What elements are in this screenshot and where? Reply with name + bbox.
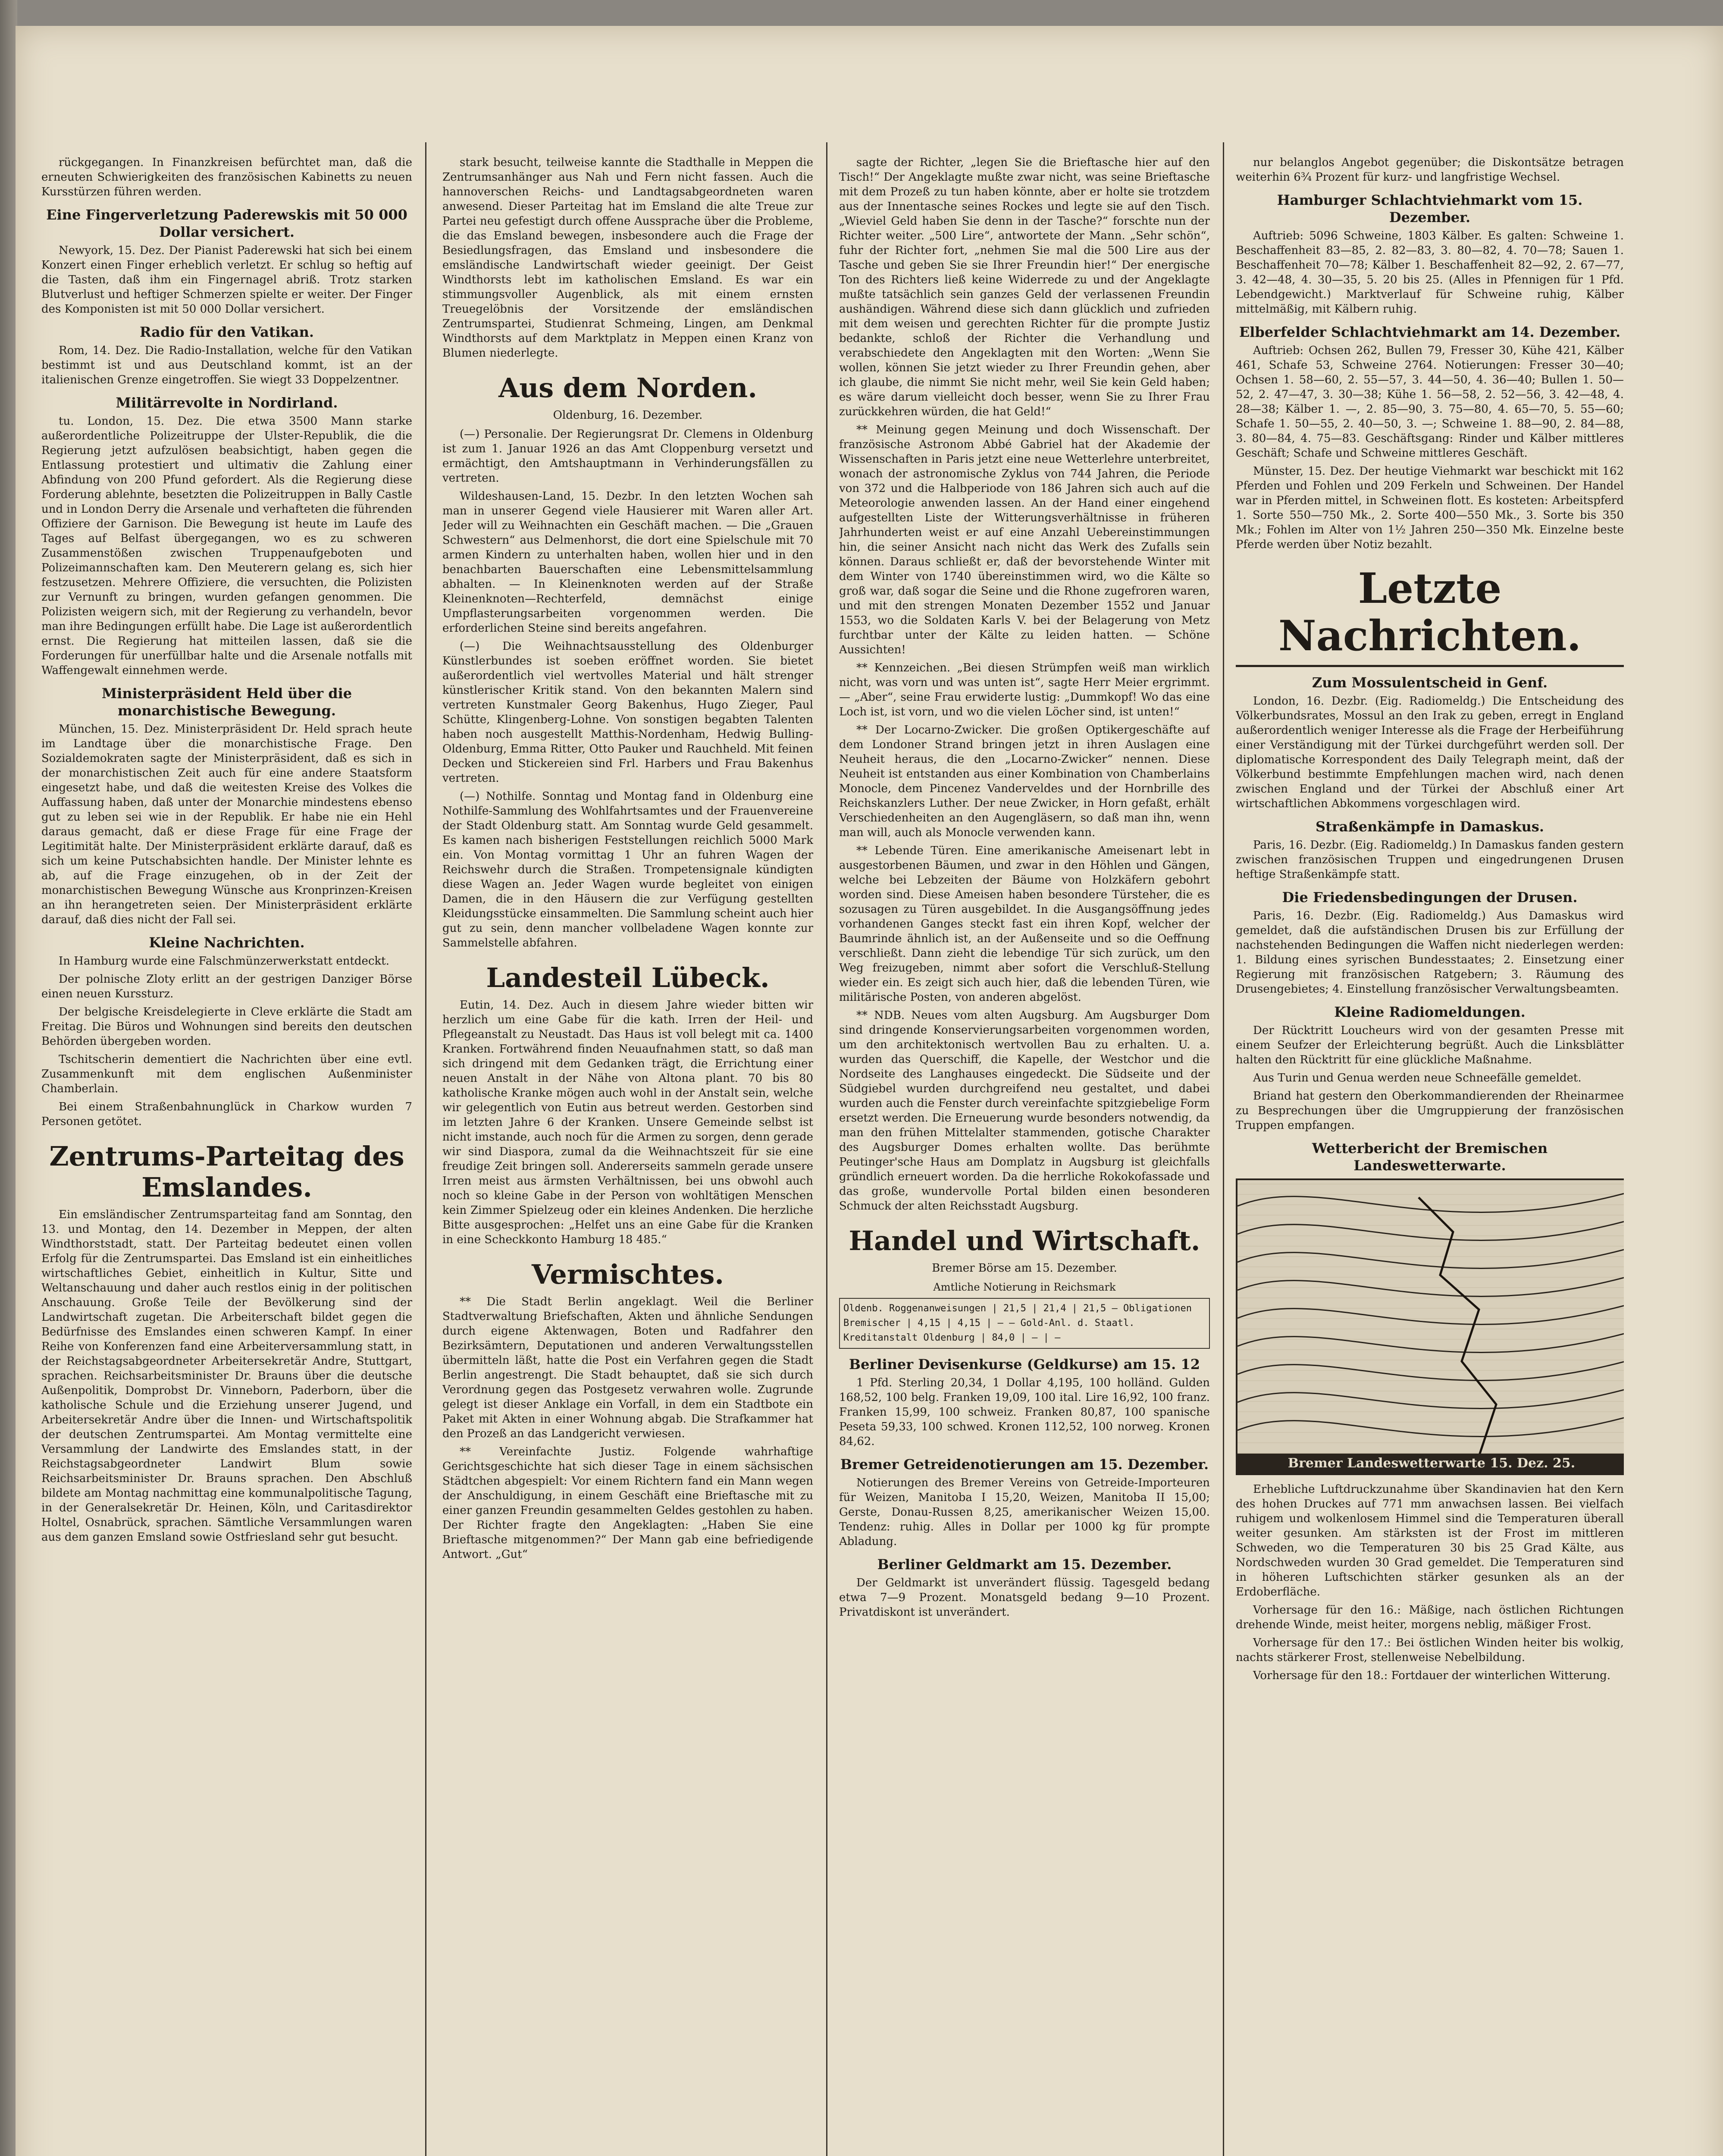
article-paragraph: Aus Turin und Genua werden neue Schneefälle gemeldet. [1253, 1072, 1582, 1084]
article-paragraph: (—) Die Weihnachtsausstellung des Oldenburger Künstlerbundes ist soeben eröffnet worden. Sie bietet außerordentlich viel wertvolles Material und hält strenger künstlerischer Kritik stand. Von den bekannten Malern sind vertreten Kunstmaler Georg Bakenhus, Hugo Zieger, Paul Schütte, Klingenberg-Lohne. Von sonstigen begabten Talenten haben noch ausgestellt Matthis-Nordenham, Hedwig Bulling-Oldenburg, Emma Ritter, Otto Pauker und Rauchheld. Mit feinen Decken und Stickereien sind Frl. Harbers und Frau Bakenhus vertreten. [442, 640, 813, 785]
article-paragraph: Tschitscherin dementiert die Nachrichten über eine evtl. Zusammenkunft mit dem englischen Außenminister Chamberlain. [41, 1053, 412, 1095]
isobar-lines [1237, 1180, 1624, 1473]
isobar [1237, 1361, 1624, 1380]
section-heading: Landesteil Lübeck. [486, 962, 770, 993]
dateline: Bremer Börse am 15. Dezember. [932, 1262, 1117, 1275]
article-paragraph: ** Vereinfachte Justiz. Folgende wahrhaftige Gerichtsgeschichte hat sich dieser Tage in einem sächsischen Städtchen abgespielt: Vor einem Richtern fand ein Mann wegen der Anschuldigung, in einem Geschäft eine Brieftasche mit zu einer ganzen Freundin gesammelten Geldes gestohlen zu haben. Der Richter fragte den Angeklagten: „Haben Sie eine Brieftasche mitgenommen?“ Der Mann gab eine befriedigende Antwort. „Gut“ [442, 1445, 813, 1561]
article-heading: Ministerpräsident Held über die monarchistische Bewegung. [101, 685, 352, 719]
article-paragraph: Eutin, 14. Dez. Auch in diesem Jahre wieder bitten wir herzlich um eine Gabe für die kath. Irren der Heil- und Pflegeanstalt zu Neustadt. Das Haus ist voll belegt mit ca. 1400 Kranken. Fortwährend finden Neuaufnahmen statt, so daß man sich dringend mit dem Gedanken trägt, die Errichtung einer neuen Anstalt in der Nähe von Altona plant. 70 bis 80 katholische Kranke mögen auch wohl in der Anstalt sein, welche wir gelegentlich von Eutin aus betreut werden. Gestorben sind im letzten Jahre 6 der Kranken. Unsere Gemeinde selbst ist nicht imstande, auch noch für die Armen zu sorgen, denn gerade wir sind Diaspora, zumal da die Weihnachtszeit für sie eine freudige Zeit bringen soll. Andererseits sammeln gerade unsere Irren meist aus ärmsten Verhältnissen, bei uns obwohl auch noch so kleine Gabe in der Person von wohltätigen Menschen kein Zimmer Spielzeug oder ein kleines Andenken. Die herzliche Bitte ausgesprochen: „Helfet uns an eine Gabe für die Kranken in eine Scheckkonto Hamburg 18 485.“ [442, 999, 813, 1246]
column-rule [826, 142, 827, 2156]
article-paragraph: stark besucht, teilweise kannte die Stadthalle in Meppen die Zentrumsanhänger aus Nah und Fern nicht fassen. Auch die hannoverschen Reichs- und Landtagsabgeordneten waren anwesend. Dieser Parteitag hat im Emsland die alte Treue zur Partei neu gefestigt durch offene Aussprache über die Probleme, die das Emsland bewegen, insbesondere auch die Frage der Besiedlungsfragen, das Emsland und insbesondere die emsländische Landwirtschaft wieder geeinigt. Der Geist Windthorsts lebt im katholischen Emsland. Es war ein stimmungsvoller Augenblick, als mit einem ernsten Treuegelöbnis der Vorsitzende der emsländischen Zentrumspartei, Studienrat Schmeing, Lingen, am Denkmal Windthorsts auf dem Marktplatz in Meppen einen Kranz von Blumen niederlegte. [442, 156, 813, 360]
article-paragraph: Ein emsländischer Zentrumsparteitag fand am Sonntag, den 13. und Montag, den 14. Dezember in Meppen, der alten Windthorststadt, statt. Der Parteitag bedeutet einen vollen Erfolg für die Zentrumspartei. Das Emsland ist ein einheitliches wirtschaftliches Gebiet, einheitlich in Kultur, Sitte und Weltanschauung und daher auch restlos einig in der politischen Anschauung. Große Teile der Bevölkerung sind der Landwirtschaft zugetan. Die Arbeiterschaft bildet gegen die Bedürfnisse des Emslandes einen schweren Kampf. In einer Reihe von Konferenzen fand eine Arbeiterversammlung statt, in der Reichstagsabgeordneter Arbeitersekretär Andre, Stuttgart, sprachen. Reichsarbeitsminister Dr. Brauns über die deutsche Außenpolitik, Domprobst Dr. Vinneborn, Paderborn, über die katholische Schule und die Erziehung unserer Jugend, und Arbeitersekretär Andre über die Innen- und Wirtschaftspolitik der deutschen Zentrumspartei. Am Montag vermittelte eine Versammlung der Landwirte des Emslandes statt, in der Reichstagsabgeordneter Landwirt Blum sowie Reichsarbeitsminister Dr. Brauns sprachen. Den Abschluß bildete am Montag nachmittag eine kommunalpolitische Tagung, in der Generalsekretär Dr. Heinen, Köln, und Caritasdirektor Holtel, Osnabrück, sprachen. Sämtliche Versammlungen waren aus dem ganzen Emsland sowie Ostfriesland sehr gut besucht. [41, 1208, 412, 1544]
section-heading: Handel und Wirtschaft. [849, 1225, 1200, 1257]
article-paragraph: 1 Pfd. Sterling 20,34, 1 Dollar 4,195, 100 holländ. Gulden 168,52, 100 belg. Franken 19,09, 100 ital. Lire 16,92, 100 franz. Franken 15,99, 100 schweiz. Franken 80,87, 100 spanische Peseta 59,33, 100 schwed. Kronen 112,52, 100 norweg. Kronen 84,62. [839, 1376, 1210, 1448]
section-heading: Aus dem Norden. [498, 372, 757, 404]
isobar [1237, 1305, 1624, 1324]
article-paragraph: Vorhersage für den 17.: Bei östlichen Winden heiter bis wolkig, nachts stärkerer Frost, stellenweise Nebelbildung. [1236, 1636, 1624, 1664]
section-heading: Zentrums-Parteitag des Emslandes. [49, 1141, 404, 1203]
isobar [1237, 1249, 1624, 1268]
article-paragraph: Auftrieb: Ochsen 262, Bullen 79, Fresser 30, Kühe 421, Kälber 461, Schafe 53, Schweine 2764. Notierungen: Fresser 30—40; Ochsen 1. 58—60, 2. 55—57, 3. 44—50, 4. 36—40; Bullen 1. 50—52, 2. 47—47, 3. 30—38; Kühe 1. 56—58, 2. 52—56, 3. 42—48, 4. 28—38; Kälber 1. —, 2. 85—90, 3. 75—80, 4. 65—70, 5. 55—60; Schafe 1. 50—55, 2. 40—50, 3. —; Schweine 1. 88—90, 2. 84—88, 3. 80—84, 4. 75—83. Geschäftsgang: Rinder und Kälber mittleres Geschäft; Schafe und Schweine mittleres Geschäft. [1236, 344, 1624, 460]
article-heading: Bremer Getreidenotierungen am 15. Dezember. [840, 1456, 1209, 1473]
article-paragraph: Auftrieb: 5096 Schweine, 1803 Kälber. Es galten: Schweine 1. Beschaffenheit 83—85, 2. 82—83, 3. 80—82, 4. 70—78; Sauen 1. Beschaffenheit 70—78; Kälber 1. Beschaffenheit 82—92, 2. 67—77, 3. 42—48, 4. 30—35, 5. 20 bis 25. (Alles in Pfennigen für 1 Pfd. Lebendgewicht.) Marktverlauf für Schweine ruhig, Kälber mittelmäßig, mit Kälbern ruhig. [1236, 229, 1624, 316]
section-heading: Vermischtes. [532, 1259, 724, 1290]
article-paragraph: (—) Nothilfe. Sonntag und Montag fand in Oldenburg eine Nothilfe-Sammlung des Wohlfahrtsamtes und der Frauenvereine der Stadt Oldenburg statt. Am Sonntag wurde Geld gesammelt. Es kamen nach bisherigen Feststellungen reichlich 5000 Mark ein. Von Montag vormittag 1 Uhr an fuhren Wagen der Reichswehr durch die Straßen. Trompetensignale kündigten diese Wagen an. Jeder Wagen wurde begleitet von einigen Damen, die in den Häusern die zur Verfügung gestellten Kleidungsstücke einsammelten. Die Sammlung scheint auch hier gut zu sein, denn mancher vollbeladene Wagen konnte zur Sammelstelle abfahren. [442, 790, 813, 950]
article-heading: Elberfelder Schlachtviehmarkt am 14. Dezember. [1239, 324, 1621, 340]
dateline: Oldenburg, 16. Dezember. [553, 409, 703, 422]
article-paragraph: Wildeshausen-Land, 15. Dezbr. In den letzten Wochen sah man in unserer Gegend viele Hausierer mit Waren aller Art. Jeder will zu Weihnachten ein Geschäft machen. — Die „Grauen Schwestern“ aus Delmenhorst, die dort eine Spielschule mit 70 armen Kindern zu unterhalten haben, wollen hier und in den benachbarten Bauerschaften eine Lebensmittelsammlung abhalten. — In Kleinenknoten werden auf der Straße Kleinenknoten—Rechterfeld, demnächst einige Umpflasterungsarbeiten vorgenommen werden. Die erforderlichen Steine sind bereits angefahren. [442, 490, 813, 635]
market-table: Oldenb. Roggenanweisungen | 21,5 | 21,4 | 21,5 — Obligationen Bremischer | 4,15 | 4,15 | — — Gold-Anl. d. Staatl. Kreditanstalt Oldenburg | 84,0 | — | — [839, 1298, 1210, 1349]
article-paragraph: Paris, 16. Dezbr. (Eig. Radiomeldg.) Aus Damaskus wird gemeldet, daß die aufständischen Drusen bis zur Erfüllung der nachstehenden Bedingungen die Waffen nicht niederlegen werden: 1. Bildung eines syrischen Bundesstaates; 2. Einsetzung einer Regierung mit französischen Ratgebern; 3. Räumung des Drusengebietes; 4. Einstellung französischer Verwaltungsbeamten. [1236, 909, 1624, 996]
article-heading: Berliner Geldmarkt am 15. Dezember. [877, 1556, 1172, 1573]
article-paragraph: Münster, 15. Dez. Der heutige Viehmarkt war beschickt mit 162 Pferden und Fohlen und 209 Ferkeln und Schweinen. Der Handel war in Pferden mittel, in Schweinen flott. Es kosteten: Arbeitspferd 1. Sorte 550—750 Mk., 2. Sorte 400—550 Mk., 3. Sorte bis 350 Mk.; Fohlen im Alter von 1½ Jahren 250—350 Mk. Einzelne beste Pferde werden über Notiz bezahlt. [1236, 465, 1624, 551]
article-heading: Wetterbericht der Bremischen Landeswetterwarte. [1312, 1140, 1548, 1174]
column-rule [1223, 142, 1224, 2156]
map-caption: Bremer Landeswetterwarte 15. Dez. 25. [1237, 1454, 1624, 1473]
article-paragraph: Bei einem Straßenbahnunglück in Charkow wurden 7 Personen getötet. [41, 1100, 412, 1128]
column-rule [425, 142, 426, 2156]
column-1 [41, 155, 412, 2156]
article-paragraph: Der Rücktritt Loucheurs wird von der gesamten Presse mit einem Seufzer der Erleichterung begrüßt. Auch die Linksblätter halten den Rücktritt für eine glückliche Maßnahme. [1236, 1024, 1624, 1066]
article-paragraph: Der polnische Zloty erlitt an der gestrigen Danziger Börse einen neuen Kurssturz. [41, 973, 412, 1000]
article-paragraph: Rom, 14. Dez. Die Radio-Installation, welche für den Vatikan bestimmt ist und aus Deutschland kommt, ist an der italienischen Grenze eingetroffen. Sie wiegt 33 Doppelzentner. [41, 344, 412, 386]
table-caption: Amtliche Notierung in Reichsmark [933, 1281, 1116, 1293]
article-paragraph: ** Die Stadt Berlin angeklagt. Weil die Berliner Stadtverwaltung Briefschaften, Akten und ähnliche Sendungen durch eigene Aktenwagen, Boten und Radfahrer den Bezirksämtern, Deputationen und anderen Verwaltungsstellen übermitteln läßt, hatte die Post ein Verfahren gegen die Stadt Berlin angestrengt. Die Stadt behauptet, daß sie sich durch Verordnung gegen das Postgesetz verwahren wolle. Zugrunde gelegt ist dieser Anklage ein Vorfall, in dem ein Stadtbote ein Paket mit Akten in einer Wohnung abgab. Die Strafkammer hat den Prozeß an das Landgericht verwiesen. [442, 1295, 813, 1440]
column-2 [442, 155, 813, 2156]
section-headline: Letzte Nachrichten. [1236, 565, 1624, 667]
article-heading: Militärrevolte in Nordirland. [116, 395, 338, 411]
isobar [1237, 1333, 1624, 1352]
article-paragraph: rückgegangen. In Finanzkreisen befürchtet man, daß die erneuten Schwierigkeiten des französischen Kabinetts zu neuen Kursstürzen führen werden. [41, 156, 412, 198]
article-heading: Die Friedensbedingungen der Drusen. [1282, 889, 1578, 906]
article-heading: Kleine Nachrichten. [149, 934, 305, 951]
article-paragraph: Notierungen des Bremer Vereins von Getreide-Importeuren für Weizen, Manitoba I 15,20, Weizen, Manitoba II 15,00; Gerste, Donau-Russen 8,25, amerikanischer Weizen 15,00. Tendenz: ruhig. Alles in Dollar per 1000 kg für prompte Abladung. [839, 1476, 1210, 1548]
article-paragraph: Der belgische Kreisdelegierte in Cleve erklärte die Stadt am Freitag. Die Büros und Wohnungen sind bereits den deutschen Behörden übergeben worden. [41, 1006, 412, 1048]
article-heading: Berliner Devisenkurse (Geldkurse) am 15. 12 [849, 1356, 1200, 1373]
article-paragraph: nur belanglos Angebot gegenüber; die Diskontsätze betragen weiterhin 6¾ Prozent für kurz- und langfristige Wechsel. [1236, 156, 1624, 184]
article-paragraph: sagte der Richter, „legen Sie die Brieftasche hier auf den Tisch!“ Der Angeklagte mußte zwar nicht, was seine Brieftasche mit dem Prozeß zu tun haben könnte, aber er holte sie trotzdem aus der Innentasche seines Rockes und legte sie auf den Tisch. „Wieviel Geld haben Sie denn in der Tasche?“ forschte nun der Richter weiter. „500 Lire“, antwortete der Mann. „Sehr schön“, fuhr der Richter fort, „nehmen Sie mal die 500 Lire aus der Tasche und geben Sie sie Ihrer Freundin hier!“ Der energische Ton des Richters ließ keine Widerrede zu und der Angeklagte mußte tatsächlich sein ganzes Geld der verlassenen Freundin aushändigen. Während diese sich dann glücklich und zufrieden mit dem weisen und gerechten Richter für die prompte Justiz bedankte, schloß der Richter die Verhandlung und verabschiedete den Angeklagten mit den Worten: „Wenn Sie wollen, können Sie jetzt wieder zu Ihrer Freundin gehen, aber ich glaube, die nimmt Sie nicht mehr, weil Sie kein Geld haben; es wäre darum vielleicht doch besser, wenn Sie zu Ihrer Frau zurückkehren würden, die hat Geld!“ [839, 156, 1210, 418]
column-4 [1236, 155, 1624, 2156]
article-paragraph: tu. London, 15. Dez. Die etwa 3500 Mann starke außerordentliche Polizeitruppe der Ulster-Republik, die die Regierung jetzt aufzulösen beabsichtigt, haben gegen die Entlassung protestiert und ultimativ die Zahlung einer Abfindung von 200 Pfund gefordert. Als die Regierung diese Forderung ablehnte, besetzten die Polizeitruppen in Bally Castle und in London Derry die Arsenale und verhafteten die führenden Offiziere der Garnison. Die Bewegung ist heute im Laufe des Tages auf Belfast übergegangen, wo es zu schweren Zusammenstößen zwischen Truppenaufgeboten und Polizeimannschaften kam. Den Meuterern gelang es, sich hier festzusetzen. Mehrere Offiziere, die versuchten, die Polizisten zur Vernunft zu bringen, wurden gefangen genommen. Die Polizisten weigern sich, mit der Regierung zu verhandeln, bevor man ihre Bedingungen erfüllt habe. Die Lage ist außerordentlich ernst. Die Regierung hat mitteilen lassen, daß sie die Forderungen für unerfüllbar halte und die Arsenale notfalls mit Waffengewalt einnehmen werde. [41, 415, 412, 677]
article-paragraph: ** NDB. Neues vom alten Augsburg. Am Augsburger Dom sind dringende Konservierungsarbeiten vorgenommen worden, um den architektonisch wertvollen Bau zu erhalten. U. a. wurden das Querschiff, die Kapelle, der Westchor und die Nordseite des Langhauses eingedeckt. Die Südseite und der Südgiebel wurden durchgreifend neu gestaltet, und dabei wurden auch die Fenster durch vereinfachte spitzgiebelige Form ersetzt werden. Die Erneuerung wurde besonders notwendig, da man den frühen Mittelalter stammenden, gotische Charakter des Augsburger Domes erhalten wollte. Das berühmte Peutinger'sche Haus am Domplatz in Augsburg ist gleichfalls gründlich erneuert worden. Da die herrliche Rokokofassade und das große, wundervolle Portal bilden einen besonderen Schmuck der alten Reichsstadt Augsburg. [839, 1009, 1210, 1213]
article-paragraph: ** Meinung gegen Meinung und doch Wissenschaft. Der französische Astronom Abbé Gabriel hat der Akademie der Wissenschaften in Paris jetzt eine neue Wetterlehre unterbreitet, wonach der astronomische Zyklus von 744 Jahren, die Periode von 372 und die Halbperiode von 186 Jahren sich auch auf die Meteorologie anwenden lassen. An der Hand einer eingehend aufgestellten Liste der Witterungsverhältnisse in früheren Jahrhunderten weist er auf eine Anzahl Uebereinstimmungen hin, die seiner Ansicht nach nicht das Werk des Zufalls sein können. Daraus schließt er, daß der bevorstehende Winter mit dem Winter von 1740 übereinstimmen wird, wo die Kälte so groß war, daß sogar die Seine und die Rhone zugefroren waren, und mit den strengen Monaten Dezember 1552 und Januar 1553, wo die Soldaten Karls V. bei der Belagerung von Metz furchtbar unter der Kälte zu leiden hatten. — Schöne Aussichten! [839, 423, 1210, 656]
article-paragraph: In Hamburg wurde eine Falschmünzerwerkstatt entdeckt. [59, 955, 389, 968]
article-paragraph: Briand hat gestern den Oberkommandierenden der Rheinarmee zu Besprechungen über die Umgruppierung der französischen Truppen empfangen. [1236, 1090, 1624, 1132]
article-heading: Zum Mossulentscheid in Genf. [1312, 674, 1548, 691]
article-heading: Kleine Radiomeldungen. [1334, 1004, 1526, 1020]
isobar [1237, 1221, 1624, 1240]
article-paragraph: Newyork, 15. Dez. Der Pianist Paderewski hat sich bei einem Konzert einen Finger erheblich verletzt. Er schlug so heftig auf die Tasten, daß ihm ein Fingernagel abriß. Trotz starken Blutverlust und heftiger Schmerzen spielte er weiter. Der Finger des Komponisten ist mit 50 000 Dollar versichert. [41, 244, 412, 316]
isobar [1237, 1277, 1624, 1296]
article-heading: Straßenkämpfe in Damaskus. [1315, 818, 1544, 835]
article-paragraph: Paris, 16. Dezbr. (Eig. Radiomeldg.) In Damaskus fanden gestern zwischen französischen Truppen und eingedrungenen Drusen heftige Straßenkämpfe statt. [1236, 839, 1624, 881]
article-heading: Hamburger Schlachtviehmarkt vom 15. Dezember. [1277, 192, 1583, 226]
article-paragraph: ** Der Locarno-Zwicker. Die großen Optikergeschäfte auf dem Londoner Strand bringen jetzt in ihren Auslagen eine Neuheit heraus, die den „Locarno-Zwicker“ nennen. Diese Neuheit ist entstanden aus einer Kombination von Chamberlains Monocle, dem Pincenez Vanderveldes und der Hornbrille des Reichskanzlers Luther. Der neue Zwicker, in Horn gefaßt, erhält Verschiedenheiten an den Augengläsern, so daß man ihn, wenn man will, auch als Monocle verwenden kann. [839, 724, 1210, 839]
weather-map [1236, 1178, 1624, 1475]
article-paragraph: ** Kennzeichen. „Bei diesen Strümpfen weiß man wirklich nicht, was vorn und was unten ist“, sagte Herr Meier ergrimmt. — „Aber“, seine Frau erwiderte lustig: „Dummkopf! Wo das eine Loch ist, ist vorn, und wo die vielen Löcher sind, ist unten!“ [839, 661, 1210, 718]
article-paragraph: (—) Personalie. Der Regierungsrat Dr. Clemens in Oldenburg ist zum 1. Januar 1926 an das Amt Cloppenburg versetzt und ermächtigt, den Amtshauptmann in Verhinderungsfällen zu vertreten. [442, 428, 813, 485]
column-3 [839, 155, 1210, 2156]
article-paragraph: Vorhersage für den 16.: Mäßige, nach östlichen Richtungen drehende Winde, meist heiter, morgens neblig, mäßiger Frost. [1236, 1604, 1624, 1631]
isobar [1237, 1389, 1624, 1408]
article-heading: Eine Fingerverletzung Paderewskis mit 50 000 Dollar versichert. [46, 207, 407, 240]
newspaper-page [16, 26, 1723, 2156]
article-paragraph: ** Lebende Türen. Eine amerikanische Ameisenart lebt in ausgestorbenen Bäumen, und zwar in den Höhlen und Gängen, welche bei Lebzeiten der Bäume von Holzkäfern gebohrt worden sind. Diese Ameisen haben besondere Türsteher, die es sozusagen zu Türen ausgebildet. In die Ausgangsöffnung jedes vorhandenen Ganges steckt fast ein ihren Kopf, welcher der Baumrinde ähnlich ist, an der Außenseite und so die Oeffnung verschließt. Dann zieht die lebendige Tür sich zurück, um den Weg freizugeben, nimmt aber sofort die Verschluß-Stellung wieder ein. Es zeigt sich auch hier, daß die lebenden Türen, wie militärische Posten, von anderen abgelöst. [839, 844, 1210, 1004]
article-heading: Radio für den Vatikan. [139, 324, 314, 340]
article-paragraph: Vorhersage für den 18.: Fortdauer der winterlichen Witterung. [1253, 1669, 1611, 1682]
coastline [1419, 1197, 1496, 1456]
isobar [1237, 1417, 1624, 1436]
article-paragraph: Der Geldmarkt ist unverändert flüssig. Tagesgeld bedang etwa 7—9 Prozent. Monatsgeld bedang 9—10 Prozent. Privatdiskont ist unverändert. [839, 1576, 1210, 1619]
article-paragraph: London, 16. Dezbr. (Eig. Radiomeldg.) Die Entscheidung des Völkerbundsrates, Mossul an den Irak zu geben, erregt in England außerordentlich weniger Interesse als die Frage der Herbeiführung einer Verständigung mit der Türkei durchgeführt werden soll. Der diplomatische Korrespondent des Daily Telegraph meint, daß der Völkerbund bestimmte Empfehlungen machen wird, nach denen zwischen England und der Türkei der Abschluß einer Art wirtschaftlichen Abkommens vorgeschlagen wird. [1236, 695, 1624, 810]
article-paragraph: Erhebliche Luftdruckzunahme über Skandinavien hat den Kern des hohen Druckes auf 771 mm anwachsen lassen. Bei vielfach ruhigem und wolkenlosem Himmel sind die Temperaturen überall weiter gesunken. Am stärksten ist der Frost im mittleren Schweden, wo die Temperaturen 30 bis 25 Grad Kälte, aus Nordschweden wurden 30 Grad gemeldet. Die Temperaturen sind in höheren Luftschichten stärker gesunken als an der Erdoberfläche. [1236, 1483, 1624, 1598]
article-paragraph: München, 15. Dez. Ministerpräsident Dr. Held sprach heute im Landtage über die monarchistische Frage. Den Sozialdemokraten sagte der Ministerpräsident, daß es sich in der monarchistischen Zeit auch für eine andere Staatsform eingesetzt habe, und daß die weitesten Kreise des Volkes die Auffassung haben, daß unter der Monarchie mindestens ebenso gut zu leben sei wie in der Republik. Er habe nie ein Hehl daraus gemacht, daß er diese Frage für eine Frage der Legitimität halte. Der Ministerpräsident erklärte darauf, daß es sich um keine Putschabsichten handle. Der Minister lehnte es ab, auf die Frage einzugehen, ob in der Zeit der monarchistischen Bewegung Wünsche aus Kronprinzen-Kreisen an ihn herangetreten seien. Der Ministerpräsident erklärte darauf, daß dies nicht der Fall sei. [41, 723, 412, 926]
scan-edge [0, 0, 17, 2156]
